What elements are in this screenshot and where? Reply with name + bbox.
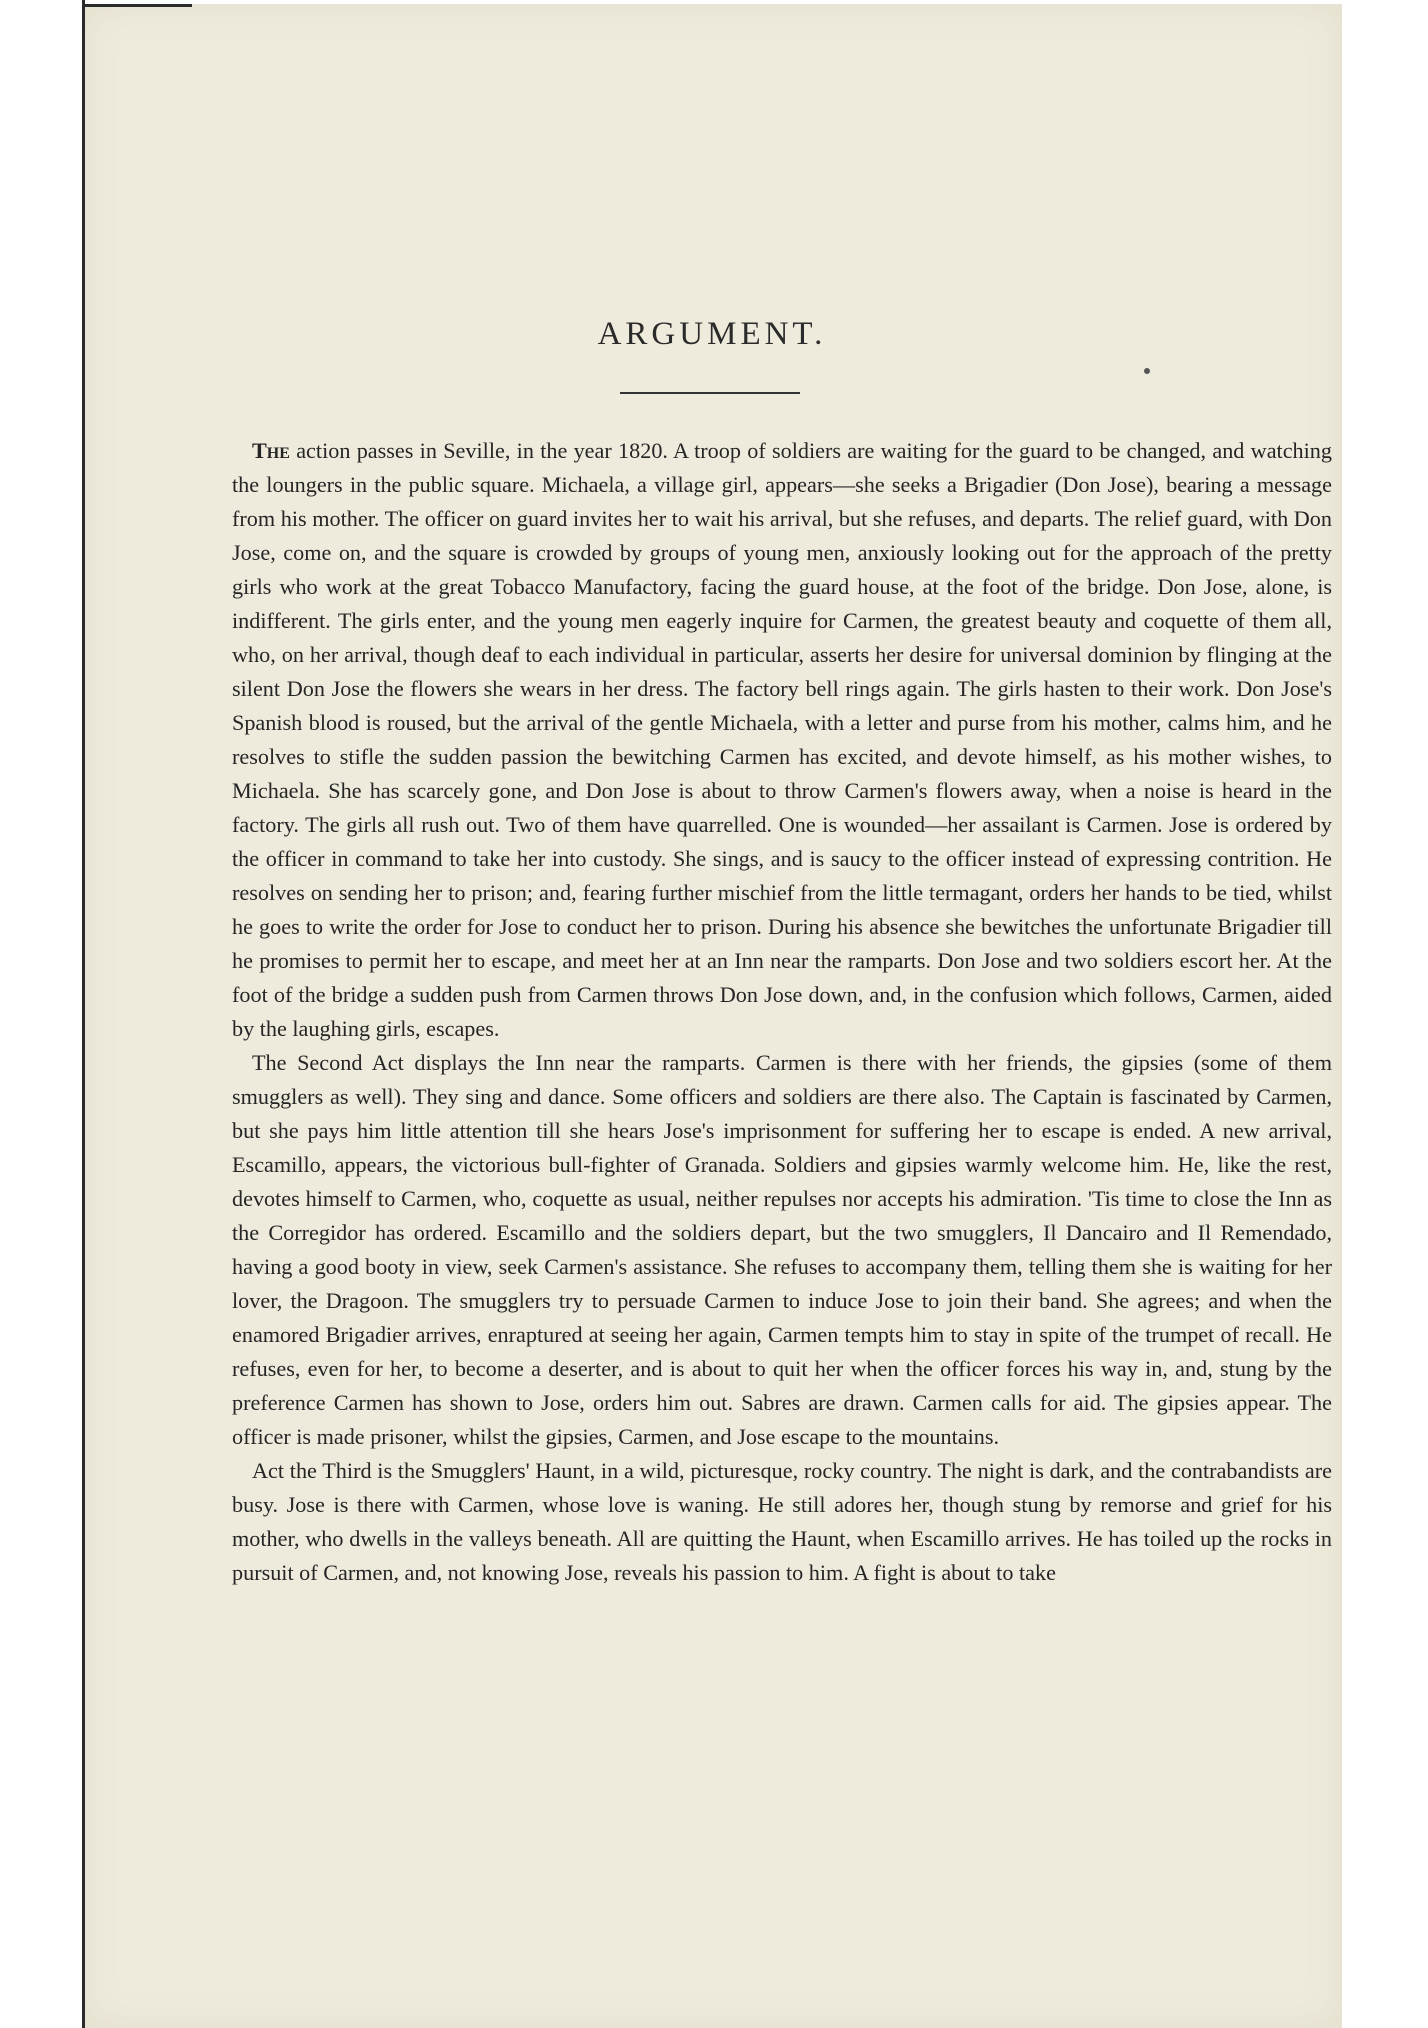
paragraph-text: Act the Third is the Smugglers' Haunt, in a wild, picturesque, rocky country. The night is dark, and the contrabandists are busy. Jose is there with Carmen, whose love is waning. He still adores her, though stung by remorse and grief for his mother, who dwells in the valleys beneath. All are quitting the Haunt, when Escamillo arrives. He has toiled up the rocks in pursuit of Carmen, and, not knowing Jose, reveals his passion to him. A fight is about to take bbox=[232, 1458, 1332, 1585]
paragraph-act-one bbox=[232, 434, 1332, 1046]
paragraph-lead-word: The bbox=[252, 438, 290, 463]
print-speck bbox=[1144, 368, 1150, 374]
scan-edge-top bbox=[82, 4, 192, 7]
document-page bbox=[82, 4, 1342, 2028]
page-title: ARGUMENT. bbox=[597, 316, 827, 352]
title-rule bbox=[620, 392, 800, 394]
scan-edge-left bbox=[82, 0, 85, 2028]
argument-body bbox=[232, 434, 1332, 1590]
paragraph-text: action passes in Seville, in the year 1820. A troop of soldiers are waiting for the guard to be changed, and watching the loungers in the public square. Michaela, a village girl, appears—she seeks a Brigadier (Don Jose), bearing a message from his mother. The officer on guard invites her to wait his arrival, but she refuses, and departs. The relief guard, with Don Jose, come on, and the square is crowded by groups of young men, anxiously looking out for the approach of the pretty girls who work at the great Tobacco Manufactory, facing the guard house, at the foot of the bridge. Don Jose, alone, is indifferent. The girls enter, and the young men eagerly inquire for Carmen, the greatest beauty and coquette of them all, who, on her arrival, though deaf to each individual in particular, asserts her desire for universal dominion by flinging at the silent Don Jose the flowers she wears in her dress. The factory bell rings again. The girls hasten to their work. Don Jose's Spanish blood is roused, but the arrival of the gentle Michaela, with a letter and purse from his mother, calms him, and he resolves to stifle the sudden passion the bewitching Carmen has excited, and devote himself, as his mother wishes, to Michaela. She has scarcely gone, and Don Jose is about to throw Carmen's flowers away, when a noise is heard in the factory. The girls all rush out. Two of them have quarrelled. One is wounded—her assailant is Carmen. Jose is ordered by the officer in command to take her into custody. She sings, and is saucy to the officer instead of expressing contrition. He resolves on sending her to prison; and, fearing further mischief from the little termagant, orders her hands to be tied, whilst he goes to write the order for Jose to conduct her to prison. During his absence she bewitches the unfortunate Brigadier till he promises to permit her to escape, and meet her at an Inn near the ramparts. Don Jose and two soldiers escort her. At the foot of the bridge a sudden push from Carmen throws Don Jose down, and, in the confusion which follows, Carmen, aided by the laughing girls, escapes. bbox=[232, 438, 1332, 1041]
paragraph-text: The Second Act displays the Inn near the ramparts. Carmen is there with her friends, the gipsies (some of them smugglers as well). They sing and dance. Some officers and soldiers are there also. The Captain is fascinated by Carmen, but she pays him little attention till she hears Jose's imprisonment for suffering her to escape is ended. A new arrival, Escamillo, appears, the victorious bull-fighter of Granada. Soldiers and gipsies warmly welcome him. He, like the rest, devotes himself to Carmen, who, coquette as usual, neither repulses nor accepts his admiration. 'Tis time to close the Inn as the Corregidor has ordered. Escamillo and the soldiers depart, but the two smugglers, Il Dancairo and Il Remendado, having a good booty in view, seek Carmen's assistance. She refuses to accompany them, telling them she is waiting for her lover, the Dragoon. The smugglers try to persuade Carmen to induce Jose to join their band. She agrees; and when the enamored Brigadier arrives, enraptured at seeing her again, Carmen tempts him to stay in spite of the trumpet of recall. He refuses, even for her, to become a deserter, and is about to quit her when the officer forces his way in, and, stung by the preference Carmen has shown to Jose, orders him out. Sabres are drawn. Carmen calls for aid. The gipsies appear. The officer is made prisoner, whilst the gipsies, Carmen, and Jose escape to the mountains. bbox=[232, 1050, 1332, 1449]
paragraph-act-two bbox=[232, 1046, 1332, 1454]
paragraph-act-three bbox=[232, 1454, 1332, 1590]
